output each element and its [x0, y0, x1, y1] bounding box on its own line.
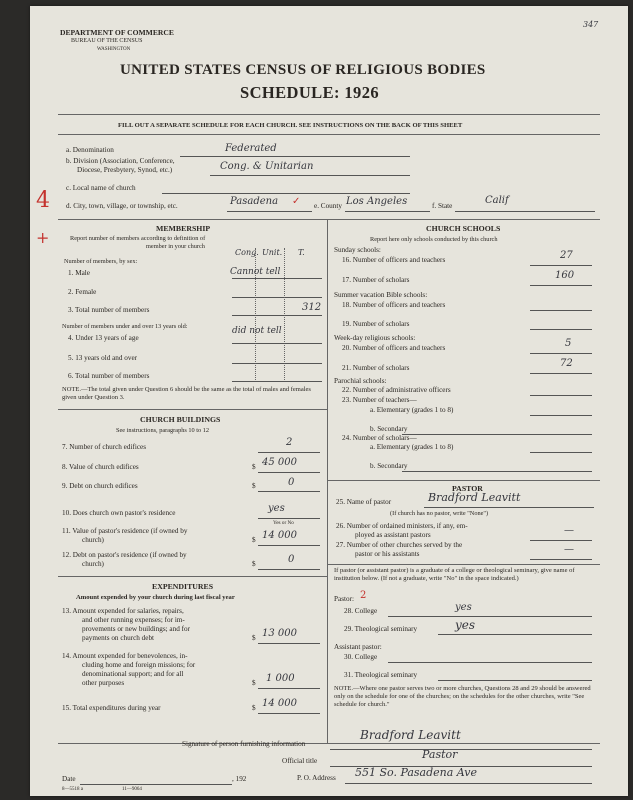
- city-line: [227, 211, 312, 212]
- buildings-sub: See instructions, paragraphs 10 to 12: [116, 427, 210, 434]
- q12-dollar: $: [252, 560, 256, 568]
- po-address-line: [345, 783, 592, 784]
- q28-value[interactable]: yes: [455, 602, 472, 613]
- q9-line: [258, 491, 320, 492]
- date-label: Date: [62, 775, 76, 783]
- schools-bottom-rule: [327, 480, 600, 481]
- q29-value[interactable]: yes: [455, 618, 476, 632]
- weekday-label: Week-day religious schools:: [334, 334, 416, 342]
- official-title-value[interactable]: Pastor: [422, 748, 458, 761]
- parochial-label: Parochial schools:: [334, 377, 387, 385]
- q13-amount-line: [258, 643, 320, 644]
- scribble-cannot-tell: Cannot tell: [230, 267, 281, 277]
- bureau-label: BUREAU OF THE CENSUS: [71, 38, 143, 44]
- signature-label: Signature of person furnishing information: [182, 740, 306, 748]
- q17-line: [530, 285, 592, 286]
- q17-value[interactable]: 160: [555, 270, 575, 281]
- q21-value[interactable]: 72: [560, 358, 573, 369]
- q26-value[interactable]: —: [564, 525, 574, 536]
- q14-value[interactable]: 1 000: [266, 673, 295, 684]
- q11-line: [258, 545, 320, 546]
- instruction-rule: [58, 134, 600, 135]
- q24a-line: [530, 452, 592, 453]
- q15-dollar: $: [252, 704, 256, 712]
- q3-value[interactable]: 312: [302, 302, 322, 313]
- official-title-label: Official title: [282, 757, 318, 765]
- q14-line-1: 14. Amount expended for benevolences, in-: [62, 652, 188, 660]
- membership-heading: MEMBERSHIP: [156, 224, 211, 233]
- dept-label: DEPARTMENT OF COMMERCE: [60, 28, 174, 37]
- expenditures-heading: EXPENDITURES: [152, 582, 214, 591]
- q7-label: 7. Number of church edifices: [62, 443, 147, 451]
- county-line: [345, 211, 430, 212]
- q2-line: [232, 297, 322, 298]
- division-value[interactable]: Cong. & Unitarian: [220, 161, 314, 172]
- q17-label: 17. Number of scholars: [342, 276, 410, 284]
- q16-value[interactable]: 27: [560, 250, 573, 261]
- q19-line: [530, 329, 592, 330]
- q9-dollar: $: [252, 482, 256, 490]
- q6-line: [232, 381, 322, 382]
- section-rule: [58, 219, 600, 220]
- q29-line: [438, 634, 592, 635]
- q13-dollar: $: [252, 634, 256, 642]
- q22-label: 22. Number of administrative officers: [342, 386, 451, 394]
- q25-label: 25. Name of pastor: [336, 498, 392, 506]
- q23b-label: b. Secondary: [370, 425, 408, 433]
- summer-label: Summer vacation Bible schools:: [334, 291, 428, 299]
- q6-label: 6. Total number of members: [68, 372, 150, 380]
- q27-label-2: pastor or his assistants: [355, 550, 420, 558]
- q14-dollar: $: [252, 679, 256, 687]
- membership-note: NOTE.—The total given under Question 6 should be the same as the total of males and females given under Question 3.: [62, 386, 311, 402]
- q11-dollar: $: [252, 536, 256, 544]
- q5-line: [232, 363, 322, 364]
- q19-label: 19. Number of scholars: [342, 320, 410, 328]
- form-title: UNITED STATES CENSUS OF RELIGIOUS BODIES: [120, 62, 486, 78]
- signature-value[interactable]: Bradford Leavitt: [360, 728, 461, 742]
- q8-label: 8. Value of church edifices: [62, 463, 139, 471]
- state-value[interactable]: Calif: [485, 195, 509, 206]
- pastor-note: NOTE.—Where one pastor serves two or more churches, Questions 28 and 29 should be answered only on the schedule for one of the churches; on the schedules for the other churches, write "See schedule for church.": [334, 685, 591, 709]
- q1-label: 1. Male: [68, 269, 90, 277]
- denomination-line: [180, 156, 410, 157]
- schools-intro: Report here only schools conducted by this church: [370, 236, 498, 243]
- q13-line-3: provements or new buildings; and for: [82, 625, 190, 633]
- margin-mark-plus: +: [36, 228, 50, 247]
- q2-label: 2. Female: [68, 288, 97, 296]
- division-label-1: b. Division (Association, Conference,: [66, 157, 175, 165]
- print-code: 11—9064: [122, 787, 142, 792]
- city-value[interactable]: Pasadena: [230, 196, 279, 207]
- q7-value[interactable]: 2: [286, 437, 293, 448]
- q8-line: [258, 472, 320, 473]
- q10-value[interactable]: yes: [268, 503, 285, 514]
- by-sex-label: Number of members, by sex:: [64, 258, 138, 265]
- division-line: [210, 175, 410, 176]
- q27-value[interactable]: —: [564, 544, 574, 555]
- q15-amount-line: [258, 713, 320, 714]
- col-head-cong: Cong.: [235, 248, 259, 257]
- q3-line: [232, 315, 322, 316]
- q28-line: [388, 616, 592, 617]
- pastor-mid-rule: [327, 564, 600, 565]
- q24a-label: a. Elementary (grades 1 to 8): [370, 443, 454, 451]
- q24b-line: [402, 471, 592, 472]
- q13-value[interactable]: 13 000: [262, 628, 297, 639]
- q21-line: [530, 373, 592, 374]
- q1-line: [232, 278, 322, 279]
- q18-label: 18. Number of officers and teachers: [342, 301, 446, 309]
- city-field-label: d. City, town, village, or township, etc.: [66, 202, 178, 210]
- q18-line: [530, 310, 592, 311]
- q29-label: 29. Theological seminary: [344, 625, 418, 633]
- q13-line-1: 13. Amount expended for salaries, repairs,: [62, 607, 184, 615]
- denomination-value[interactable]: Federated: [225, 143, 277, 154]
- col-head-total: T.: [298, 248, 305, 257]
- q12-label-2: church): [82, 560, 104, 568]
- scribble-did-not-tell: did not tell: [232, 326, 282, 336]
- q25-line: [424, 507, 594, 508]
- header-rule: [58, 114, 600, 115]
- q25-note: (If church has no pastor, write "None"): [390, 510, 489, 517]
- q16-line: [530, 265, 592, 266]
- form-instruction: FILL OUT A SEPARATE SCHEDULE FOR EACH CHURCH. SEE INSTRUCTIONS ON THE BACK OF THIS SHEET: [118, 122, 463, 129]
- membership-intro-2: member in your church: [146, 243, 205, 250]
- column-divider: [327, 220, 328, 743]
- buildings-heading: CHURCH BUILDINGS: [140, 415, 221, 424]
- form-number: 8—5518 a: [62, 787, 83, 792]
- q16-label: 16. Number of officers and teachers: [342, 256, 446, 264]
- assistant-pastor-label: Assistant pastor:: [334, 643, 382, 651]
- col-head-unit: Unit.: [262, 248, 283, 257]
- pastor-red-mark: 2: [360, 590, 367, 601]
- q31-line: [438, 680, 592, 681]
- q22-line: [530, 395, 592, 396]
- graduate-note: If pastor (or assistant pastor) is a graduate of a college or theological seminary, give name of institution below. (If not a graduate, write "No" in the space indicated.): [334, 567, 575, 583]
- q21-label: 21. Number of scholars: [342, 364, 410, 372]
- q30-line: [388, 662, 592, 663]
- red-check-icon: ✓: [292, 196, 301, 207]
- pastor-heading: PASTOR: [452, 484, 483, 493]
- denomination-label: a. Denomination: [66, 146, 114, 154]
- q31-label: 31. Theological seminary: [344, 671, 418, 679]
- po-address-value[interactable]: 551 So. Pasadena Ave: [355, 766, 478, 779]
- county-value[interactable]: Los Angeles: [346, 196, 408, 207]
- local-name-label: c. Local name of church: [66, 184, 136, 192]
- census-schedule-sheet: [30, 6, 628, 796]
- under-over-label: Number of members under and over 13 years old:: [62, 323, 188, 330]
- q7-line: [258, 452, 320, 453]
- q11-label-2: church): [82, 536, 104, 544]
- margin-mark-4: 4: [36, 188, 50, 213]
- q4-line: [232, 343, 322, 344]
- q9-label: 9. Debt on church edifices: [62, 482, 138, 490]
- q11-label-1: 11. Value of pastor's residence (if owned by: [62, 527, 188, 535]
- q20-label: 20. Number of officers and teachers: [342, 344, 446, 352]
- q24-label: 24. Number of scholars—: [342, 434, 417, 442]
- sunday-label: Sunday schools:: [334, 246, 381, 254]
- buildings-bottom-rule: [58, 576, 327, 577]
- q13-line-4: payments on church debt: [82, 634, 155, 642]
- membership-intro-1: Report number of members according to definition of: [70, 235, 206, 242]
- q20-line: [530, 353, 592, 354]
- q14-line-4: other purposes: [82, 679, 125, 687]
- local-name-line: [162, 193, 410, 194]
- q15-label: 15. Total expenditures during year: [62, 704, 161, 712]
- q10-label: 10. Does church own pastor's residence: [62, 509, 176, 517]
- q25-value[interactable]: Bradford Leavitt: [428, 491, 521, 504]
- q8-dollar: $: [252, 463, 256, 471]
- q23b-line: [402, 434, 592, 435]
- schools-heading: CHURCH SCHOOLS: [426, 224, 501, 233]
- q27-line: [530, 559, 592, 560]
- q12-value[interactable]: 0: [288, 554, 295, 565]
- page-number: 347: [583, 20, 599, 29]
- q11-value[interactable]: 14 000: [262, 530, 297, 541]
- q27-label-1: 27. Number of other churches served by the: [336, 541, 463, 549]
- form-subtitle: SCHEDULE: 1926: [240, 83, 379, 102]
- yes-or-no-hint: Yes or No: [273, 520, 294, 526]
- state-label: f. State: [432, 202, 453, 210]
- date-line: [80, 784, 232, 785]
- membership-bottom-rule: [58, 409, 327, 410]
- q20-value[interactable]: 5: [565, 338, 572, 349]
- q23a-label: a. Elementary (grades 1 to 8): [370, 406, 454, 414]
- q24b-label: b. Secondary: [370, 462, 408, 470]
- county-label: e. County: [314, 202, 342, 210]
- state-line: [455, 211, 595, 212]
- q8-value[interactable]: 45 000: [262, 457, 297, 468]
- q12-line: [258, 569, 320, 570]
- q13-line-2: and other running expenses; for im-: [82, 616, 185, 624]
- footer-rule: [58, 743, 600, 744]
- q9-value[interactable]: 0: [288, 477, 295, 488]
- q5-label: 5. 13 years old and over: [68, 354, 138, 362]
- q26-label-1: 26. Number of ordained ministers, if any, em-: [336, 522, 468, 530]
- q26-label-2: ployed as assistant pastors: [355, 531, 431, 539]
- q30-label: 30. College: [344, 653, 378, 661]
- q26-line: [530, 540, 592, 541]
- signature-line: [330, 749, 592, 750]
- q23-label: 23. Number of teachers—: [342, 396, 417, 404]
- q14-amount-line: [258, 688, 320, 689]
- date-year-suffix: , 192: [232, 775, 247, 783]
- q3-label: 3. Total number of members: [68, 306, 150, 314]
- q12-label-1: 12. Debt on pastor's residence (if owned by: [62, 551, 187, 559]
- expenditures-sub: Amount expended by your church during last fiscal year: [76, 594, 235, 601]
- q23a-line: [530, 415, 592, 416]
- q28-label: 28. College: [344, 607, 378, 615]
- q4-label: 4. Under 13 years of age: [68, 334, 139, 342]
- q14-line-2: cluding home and foreign missions; for: [82, 661, 196, 669]
- q15-value[interactable]: 14 000: [262, 698, 297, 709]
- city-label: WASHINGTON: [97, 47, 131, 52]
- division-label-2: Diocese, Presbytery, Synod, etc.): [77, 166, 173, 174]
- pastor-sub-label: Pastor:: [334, 595, 354, 603]
- q14-line-3: denominational support; and for all: [82, 670, 184, 678]
- po-address-label: P. O. Address: [297, 774, 336, 782]
